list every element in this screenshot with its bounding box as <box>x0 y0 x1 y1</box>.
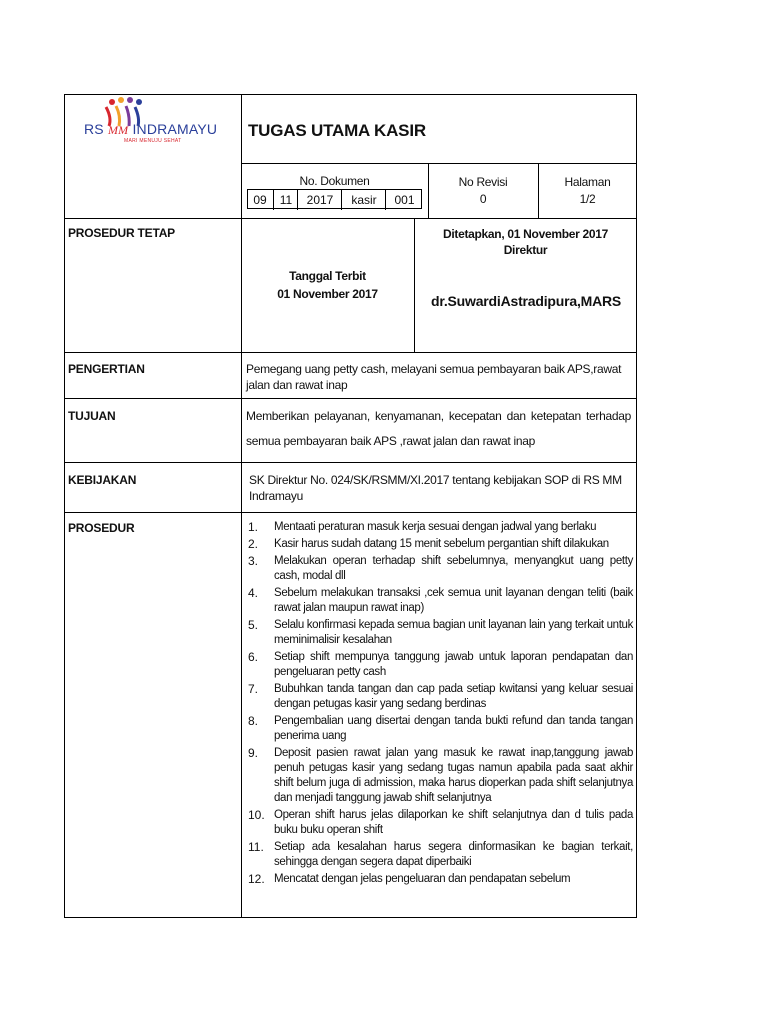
hospital-logo <box>84 96 224 156</box>
list-item <box>248 714 633 744</box>
section-divider-kebijakan <box>64 462 637 463</box>
list-item-text: Melakukan operan terhadap shift sebelumnya, menyangkut uang petty cash, modal dll <box>274 555 633 582</box>
kebijakan-label: KEBIJAKAN <box>68 473 137 487</box>
logo-tagline: MARI MENUJU SEHAT <box>124 138 182 144</box>
ditetapkan-text: Ditetapkan, 01 November 2017 <box>442 227 608 241</box>
section-divider-tujuan <box>64 398 637 399</box>
pengertian-label: PENGERTIAN <box>68 362 145 376</box>
doc-number-boxes <box>247 189 422 209</box>
list-item-text: Selalu konfirmasi kepada semua bagian unit layanan lain yang terkait untuk meminimalisir kesalahan <box>274 619 633 646</box>
director-signatory: dr.SuwardiAstradipura,MARS <box>431 293 622 309</box>
list-item-number: 2. <box>248 537 259 551</box>
direktur-text: Direktur <box>503 243 548 257</box>
list-item <box>248 537 633 552</box>
doc-part: 11 <box>273 190 298 210</box>
list-item-text: Mencatat dengan jelas pengeluaran dan pendapatan sebelum <box>274 873 571 885</box>
list-item-text: Operan shift harus jelas dilaporkan ke shift selanjutnya dan d tulis pada buku buku operan shift <box>274 809 633 836</box>
list-item-text: Sebelum melakukan transaksi ,cek semua unit layanan dengan teliti (baik rawat jalan maupun rawat inap) <box>274 587 633 614</box>
list-item-number: 8. <box>248 714 259 728</box>
logo-mid: MM <box>107 123 129 137</box>
list-item-number: 10. <box>248 808 265 822</box>
tujuan-text-line2: semua pembayaran baik APS ,rawat jalan dan rawat inap <box>246 434 535 448</box>
list-item-number: 12. <box>248 872 265 886</box>
list-item <box>248 808 633 838</box>
prosedur-list <box>248 520 633 889</box>
revisi-value: 0 <box>479 192 487 206</box>
section-divider-pengertian <box>64 352 637 353</box>
list-item-number: 7. <box>248 682 259 696</box>
list-item <box>248 746 633 806</box>
title-divider <box>241 163 637 164</box>
list-item-number: 5. <box>248 618 259 632</box>
list-item-number: 9. <box>248 746 259 760</box>
list-item <box>248 682 633 712</box>
list-item-text: Mentaati peraturan masuk kerja sesuai dengan jadwal yang berlaku <box>274 521 597 533</box>
tujuan-text-line1: Memberikan pelayanan, kenyamanan, kecepatan dan ketepatan terhadap <box>246 409 631 423</box>
doc-number-label: No. Dokumen <box>299 174 370 188</box>
logo-prefix: RS <box>84 121 104 137</box>
header-bottom-divider <box>64 218 637 219</box>
kebijakan-text: SK Direktur No. 024/SK/RSMM/XI.2017 tentang kebijakan SOP di RS MM Indramayu <box>249 473 622 503</box>
doc-part: 2017 <box>297 190 342 210</box>
halaman-value: 1/2 <box>579 192 596 206</box>
halaman-label: Halaman <box>564 175 611 189</box>
logo-text <box>84 121 217 138</box>
tanggal-terbit-label: Tanggal Terbit <box>289 269 366 283</box>
list-item-number: 6. <box>248 650 259 664</box>
section-divider-prosedur <box>64 512 637 513</box>
list-item <box>248 840 633 870</box>
list-item <box>248 618 633 648</box>
list-item-text: Deposit pasien rawat jalan yang masuk ke rawat inap,tanggung jawab penuh petugas kasir yang sedang tugas namun apabila pada saat akhir shift belum juga di admission, maka harus dioperkan pada shift selanjutnya dan menjadi tanggung jawab shift selanjutnya <box>274 747 633 804</box>
sop-document <box>64 94 637 918</box>
list-item <box>248 872 633 887</box>
tanggal-terbit-value: 01 November 2017 <box>277 287 378 301</box>
logo-suffix: INDRAMAYU <box>132 121 218 137</box>
list-item-number: 3. <box>248 554 259 568</box>
list-item-text: Kasir harus sudah datang 15 menit sebelum pergantian shift dilakukan <box>274 538 609 550</box>
list-item-text: Setiap shift mempunya tanggung jawab untuk laporan pendapatan dan pengeluaran petty cash <box>274 651 633 678</box>
revisi-label: No Revisi <box>458 175 508 189</box>
doc-part: 09 <box>253 193 267 207</box>
list-item <box>248 554 633 584</box>
pengertian-text: Pemegang uang petty cash, melayani semua pembayaran baik APS,rawat jalan dan rawat inap <box>246 362 622 392</box>
tujuan-label: TUJUAN <box>68 409 116 423</box>
list-item-text: Pengembalian uang disertai dengan tanda bukti refund dan tanda tangan penerima uang <box>274 715 633 742</box>
list-item <box>248 650 633 680</box>
list-item <box>248 520 633 535</box>
list-item-text: Bubuhkan tanda tangan dan cap pada setiap kwitansi yang keluar sesuai dengan petugas kasir yang sedang berdinas <box>274 683 633 710</box>
list-item-number: 11. <box>248 840 264 854</box>
prosedur-label: PROSEDUR <box>68 521 135 535</box>
list-item <box>248 586 633 616</box>
page-title: TUGAS UTAMA KASIR <box>248 121 426 140</box>
list-item-text: Setiap ada kesalahan harus segera dinformasikan ke bagian terkait, sehingga dengan segera dapat diperbaiki <box>274 841 633 868</box>
doc-part: kasir <box>341 190 386 210</box>
doc-part: 001 <box>385 190 423 210</box>
list-item-number: 1. <box>248 520 259 534</box>
prosedur-tetap-label: PROSEDUR TETAP <box>68 226 175 240</box>
list-item-number: 4. <box>248 586 259 600</box>
